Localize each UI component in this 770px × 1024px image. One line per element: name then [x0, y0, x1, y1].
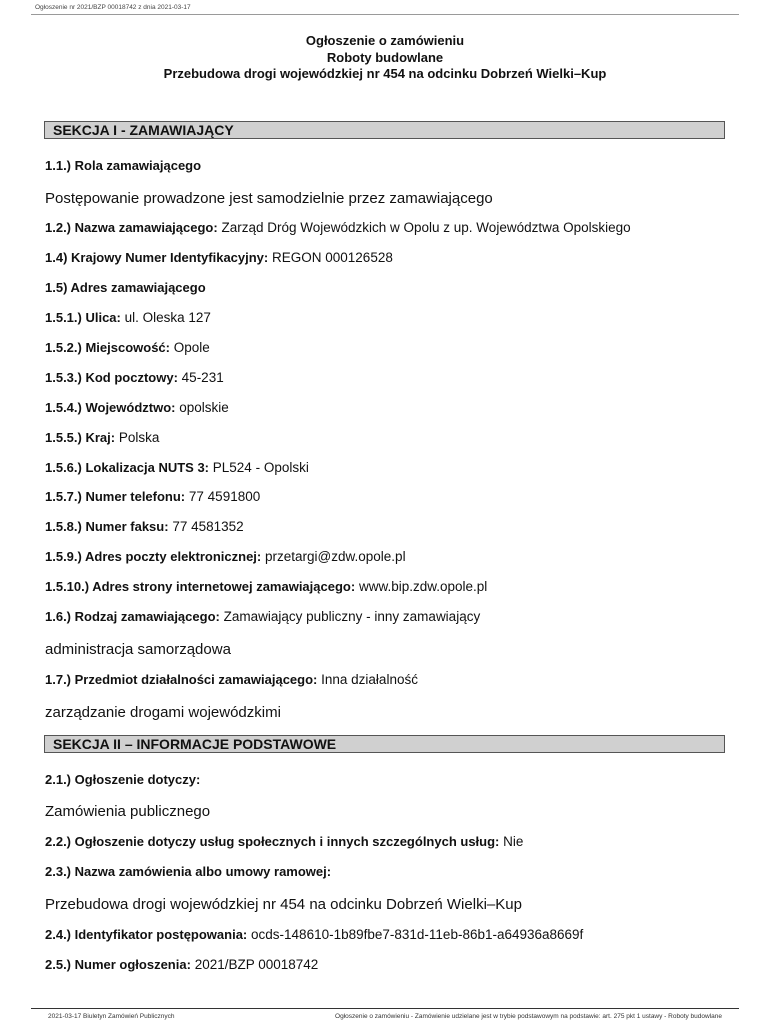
row-value: PL524 - Opolski	[212, 460, 309, 475]
row-1-5-3	[45, 370, 224, 385]
row-value: Nie	[503, 834, 524, 849]
row-label: 1.2.) Nazwa zamawiającego:	[45, 220, 218, 235]
row-1-5-10	[45, 579, 487, 594]
row-value: Polska	[118, 430, 160, 445]
row-1-1	[45, 158, 201, 173]
row-2-4	[45, 927, 583, 942]
row-label: 1.5.5.) Kraj:	[45, 430, 116, 445]
row-label: 2.5.) Numer ogłoszenia:	[45, 957, 191, 972]
row-value: 45-231	[181, 370, 224, 385]
row-1-7	[45, 672, 418, 687]
section-heading-1: SEKCJA I - ZAMAWIAJĄCY	[44, 121, 725, 139]
row-value: 77 4591800	[188, 489, 261, 504]
footer-right: Ogłoszenie o zamówieniu - Zamówienie udzielane jest w trybie podstawowym na podstawie: art. 275 pkt 1 ustawy - Roboty budowlane	[335, 1013, 722, 1020]
row-1-4	[45, 250, 393, 265]
row-label: 1.5.9.) Adres poczty elektronicznej:	[45, 549, 262, 564]
row-1-5-6	[45, 460, 309, 475]
notice-title-line3: Przebudowa drogi wojewódzkiej nr 454 na odcinku Dobrzeń Wielki–Kup	[163, 66, 607, 81]
row-label: 1.6.) Rodzaj zamawiającego:	[45, 609, 220, 624]
footer-divider	[31, 1008, 739, 1009]
row-1-5-1	[45, 310, 211, 325]
row-label: 1.5.4.) Województwo:	[45, 400, 176, 415]
row-label: 2.4.) Identyfikator postępowania:	[45, 927, 248, 942]
row-2-2	[45, 834, 523, 849]
row-label: 1.5.2.) Miejscowość:	[45, 340, 170, 355]
row-value: Opole	[173, 340, 210, 355]
row-label: 1.5.3.) Kod pocztowy:	[45, 370, 178, 385]
row-value: Zarząd Dróg Wojewódzkich w Opolu z up. Województwa Opolskiego	[221, 220, 631, 235]
row-2-1	[45, 772, 200, 787]
header-divider	[31, 14, 739, 15]
row-value: ul. Oleska 127	[124, 310, 211, 325]
row-value: ocds-148610-1b89fbe7-831d-11eb-86b1-a64936a8669f	[251, 927, 584, 942]
notice-title-line1: Ogłoszenie o zamówieniu	[305, 33, 465, 48]
row-1-5-5	[45, 430, 159, 445]
row-1-6	[45, 609, 480, 624]
row-label: 1.1.) Rola zamawiającego	[45, 158, 202, 173]
row-label: 1.5.10.) Adres strony internetowej zamawiającego:	[45, 579, 356, 594]
row-value: 77 4581352	[172, 519, 244, 534]
row-1-6-value: administracja samorządowa	[45, 641, 231, 658]
row-value: Zamawiający publiczny - inny zamawiający	[223, 609, 481, 624]
row-label: 1.4) Krajowy Numer Identyfikacyjny:	[45, 250, 269, 265]
row-1-1-value: Postępowanie prowadzone jest samodzielnie przez zamawiającego	[45, 190, 493, 207]
row-label: 1.7.) Przedmiot działalności zamawiającego:	[45, 672, 318, 687]
row-1-2	[45, 220, 631, 235]
notice-title-line2: Roboty budowlane	[326, 50, 444, 65]
row-2-3-value: Przebudowa drogi wojewódzkiej nr 454 na odcinku Dobrzeń Wielki–Kup	[45, 896, 522, 913]
row-label: 2.1.) Ogłoszenie dotyczy:	[45, 772, 201, 787]
row-value: 2021/BZP 00018742	[194, 957, 319, 972]
row-1-5-2	[45, 340, 210, 355]
row-2-1-value: Zamówienia publicznego	[45, 803, 211, 820]
row-label: 1.5.8.) Numer faksu:	[45, 519, 169, 534]
row-value: opolskie	[179, 400, 229, 415]
row-label: 2.2.) Ogłoszenie dotyczy usług społecznych i innych szczególnych usług:	[45, 834, 500, 849]
row-label: 2.3.) Nazwa zamówienia albo umowy ramowej:	[45, 864, 332, 879]
row-2-5	[45, 957, 318, 972]
row-label: 1.5.7.) Numer telefonu:	[45, 489, 186, 504]
row-label: 1.5) Adres zamawiającego	[45, 280, 206, 295]
row-label: 1.5.6.) Lokalizacja NUTS 3:	[45, 460, 210, 475]
section-heading-2: SEKCJA II – INFORMACJE PODSTAWOWE	[44, 735, 725, 753]
row-1-5	[45, 280, 206, 295]
row-value: REGON 000126528	[272, 250, 393, 265]
row-1-5-9	[45, 549, 406, 564]
row-1-7-value: zarządzanie drogami wojewódzkimi	[45, 704, 281, 721]
row-1-5-7	[45, 489, 260, 504]
row-label: 1.5.1.) Ulica:	[45, 310, 121, 325]
row-value: www.bip.zdw.opole.pl	[358, 579, 488, 594]
row-2-3	[45, 864, 331, 879]
row-1-5-8	[45, 519, 244, 534]
footer-left: 2021-03-17 Biuletyn Zamówień Publicznych	[48, 1013, 175, 1020]
header-reference: Ogłoszenie nr 2021/BZP 00018742 z dnia 2021-03-17	[35, 4, 191, 11]
row-value: przetargi@zdw.opole.pl	[265, 549, 406, 564]
row-value: Inna działalność	[321, 672, 418, 687]
row-1-5-4	[45, 400, 229, 415]
